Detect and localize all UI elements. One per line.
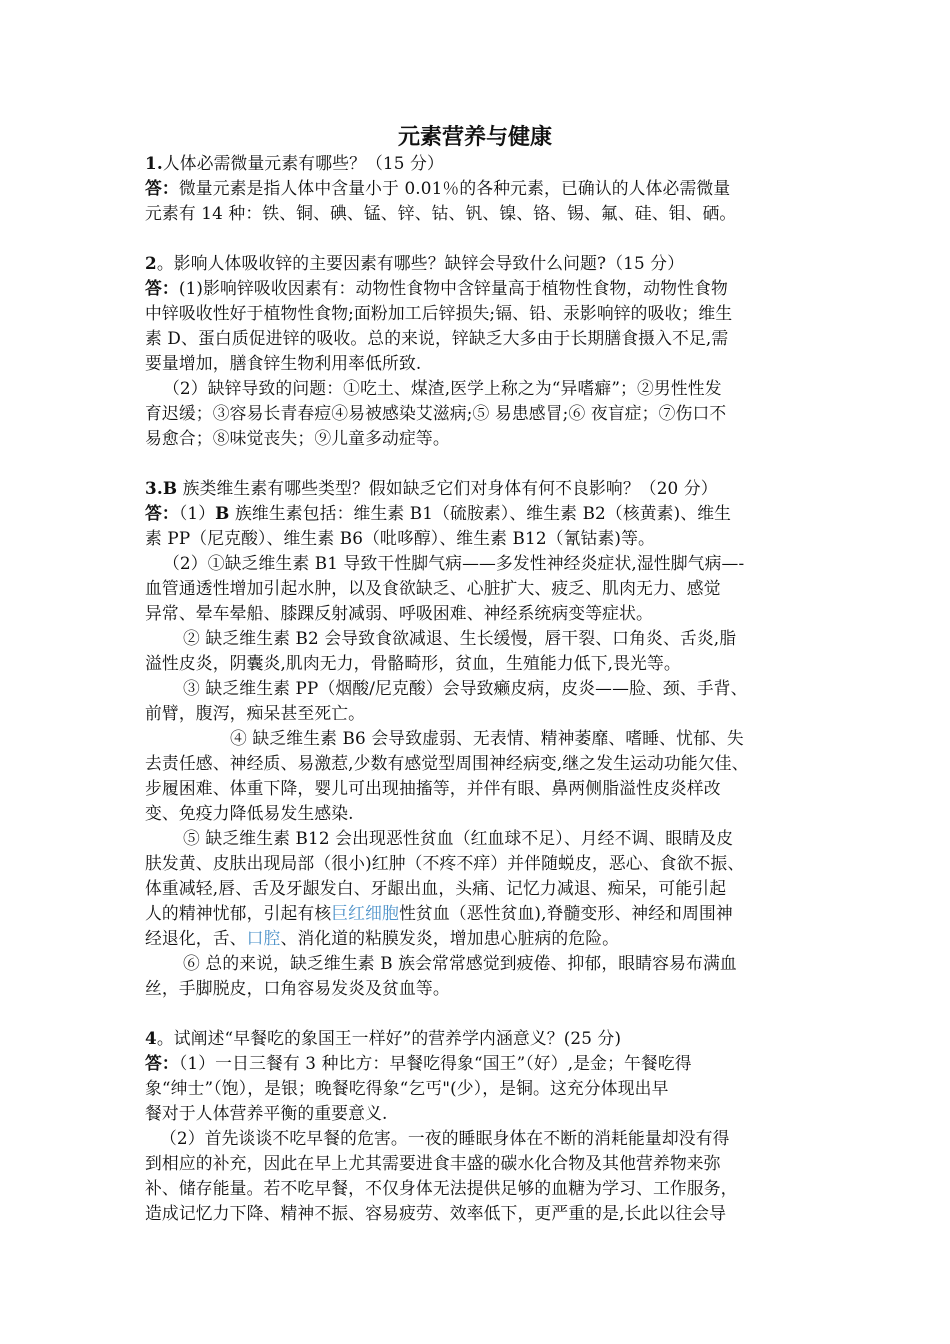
text-line [145,1150,721,1176]
text-line [230,725,744,751]
text-line [145,1175,738,1201]
text-line [145,975,450,1001]
text-segment: (1)影响锌吸收因素有：动物性食物中含锌量高于植物性食物，动物性食物 [178,278,728,298]
text-segment: 血管通透性增加引起水肿，以及食欲缺乏、心脏扩大、疲乏、肌肉无力、感觉 [145,578,721,598]
text-segment: 体重减轻,唇、舌及牙龈发白、牙龈出血，头痛、记忆力减退、痴呆，可能引起 [145,878,727,898]
hyperlink[interactable]: 巨红细胞 [331,903,399,923]
bold-label: 1. [145,153,163,173]
text-line [145,800,354,826]
text-line [145,325,728,351]
text-line [145,475,718,501]
text-segment: 丝，手脚脱皮，口角容易发炎及贫血等。 [145,978,450,998]
text-line [145,575,721,601]
text-segment: 人的精神忧郁，引起有核 [145,903,332,923]
text-segment: 育迟缓；③容易长青春痘④易被感染艾滋病;⑤ 易患感冒;⑥ 夜盲症；⑦伤口不 [145,403,727,423]
text-segment: 微量元素是指人体中含量小于 0.01％的各种元素，已确认的人体必需微量 [178,178,731,198]
text-segment: 变、免疫力降低易发生感染. [145,803,354,823]
text-segment: ② 缺乏维生素 B2 会导致食欲减退、生长缓慢，唇干裂、口角炎、舌炎,脂 [183,628,737,648]
text-line [145,775,721,801]
text-segment: ③ 缺乏维生素 PP（烟酸/尼克酸）会导致癞皮病，皮炎——脸、颈、手背、 [183,678,748,698]
text-line [145,1025,621,1051]
text-segment: （2）首先谈谈不吃早餐的危害。一夜的睡眠身体在不断的消耗能量却没有得 [160,1128,730,1148]
text-line [145,1075,669,1101]
text-segment: 到相应的补充，因此在早上尤其需要进食丰盛的碳水化合物及其他营养物来弥 [145,1153,721,1173]
text-line [163,375,722,401]
text-line [145,850,744,876]
text-line [145,925,619,951]
bold-label: 答： [145,1053,179,1073]
text-segment: 元素有 14 种：铁、铜、碘、锰、锌、钴、钒、镍、铬、锡、氟、硅、钼、硒。 [145,203,737,223]
text-segment: 性贫血（恶性贫血),脊髓变形、神经和周围神 [398,903,733,923]
text-segment: ⑤ 缺乏维生素 B12 会出现恶性贫血（红血球不足）、月经不调、眼睛及皮 [183,828,734,848]
text-line [145,300,732,326]
text-segment: 异常、晕车晕船、膝踝反射减弱、呼吸困难、神经系统病变等症状。 [145,603,653,623]
text-segment: 要量增加，膳食锌生物利用率低所致. [145,353,422,373]
text-segment: 溢性皮炎，阴囊炎,肌肉无力，骨骼畸形，贫血，生殖能力低下,畏光等。 [145,653,681,673]
text-line [145,200,736,226]
text-segment: 中锌吸收性好于植物性食物;面粉加工后锌损失;镉、铅、汞影响锌的吸收；维生 [145,303,733,323]
text-segment: 易愈合；⑧味觉丧失；⑨儿童多动症等。 [145,428,450,448]
text-segment: ⑥ 总的来说，缺乏维生素 B 族会常常感觉到疲倦、抑郁，眼睛容易布满血 [183,953,737,973]
text-line [145,875,726,901]
text-segment: ④ 缺乏维生素 B6 会导致虚弱、无表情、精神萎靡、嗜睡、忧郁、失 [230,728,744,748]
text-line [183,950,737,976]
bold-label: 答： [145,178,179,198]
text-line [145,150,444,176]
text-segment: 步履困难、体重下降，婴儿可出现抽搐等，并伴有眼、鼻两侧脂溢性皮炎样改 [145,778,721,798]
text-segment: （1） [178,503,216,523]
bold-label: 4 [145,1028,157,1048]
text-segment: 人体必需微量元素有哪些？（15 分） [162,153,444,173]
text-line [145,400,726,426]
text-line [163,550,744,576]
text-line [145,1100,388,1126]
document-title: 元素营养与健康 [397,125,552,150]
text-segment: 素 PP（尼克酸）、维生素 B6（吡哆醇）、维生素 B12（氰钴素)等。 [145,528,655,548]
text-segment: 族维生素包括：维生素 B1（硫胺素）、维生素 B2（核黄素)、维生 [229,503,732,523]
bold-label: 2 [145,253,157,273]
text-segment: 前臂，腹泻，痴呆甚至死亡。 [145,703,366,723]
text-line [145,650,681,676]
text-line [145,350,421,376]
text-line [145,250,684,276]
text-segment: 肤发黄、皮肤出现局部（很小)红肿（不疼不痒）并伴随蜕皮，恶心、食欲不振、 [145,853,745,873]
text-segment: （2）缺锌导致的问题：①吃土、煤渣,医学上称之为“异嗜癖”；②男性性发 [163,378,722,398]
text-line [160,1125,730,1151]
text-segment: 补、储存能量。若不吃早餐，不仅身体无法提供足够的血糖为学习、工作服务， [145,1178,738,1198]
text-line [145,600,653,626]
text-line [183,825,733,851]
text-segment: 去责任感、神经质、易激惹,少数有感觉型周围神经病变,继之发生运动功能欠佳、 [145,753,749,773]
text-line [145,900,733,926]
text-line [145,275,728,301]
text-segment: 、消化道的粘膜发炎，增加患心脏病的危险。 [280,928,620,948]
text-line [145,425,450,451]
text-segment: 。影响人体吸收锌的主要因素有哪些？缺锌会导致什么问题?（15 分） [156,253,685,273]
text-segment: （1）一日三餐有 3 种比方：早餐吃得象“国王”（好）,是金；午餐吃得 [178,1053,692,1073]
bold-label: 3.B [145,478,178,498]
text-line [145,750,749,776]
hyperlink[interactable]: 口腔 [246,928,281,948]
text-segment: 象“绅士”（饱），是银；晚餐吃得象“乞丐"(少），是铜。这充分体现出早 [145,1078,669,1098]
text-segment: 素 D、蛋白质促进锌的吸收。总的来说，锌缺乏大多由于长期膳食摄入不足,需 [145,328,729,348]
text-line [145,525,655,551]
bold-label: 答： [145,503,179,523]
text-line [183,675,748,701]
text-segment: 经退化，舌、 [145,928,247,948]
bold-label: B [215,503,230,523]
text-segment: 。试阐述“早餐吃的象国王一样好”的营养学内涵意义？(25 分) [156,1028,622,1048]
text-segment: 餐对于人体营养平衡的重要意义. [145,1103,388,1123]
text-segment: （2）①缺乏维生素 B1 导致干性脚气病——多发性神经炎症状,湿性脚气病—- [163,553,745,573]
text-line [145,500,731,526]
text-line [145,1050,692,1076]
text-line [145,175,730,201]
bold-label: 答： [145,278,179,298]
text-segment: 族类维生素有哪些类型？假如缺乏它们对身体有何不良影响？（20 分） [177,478,718,498]
text-line [183,625,736,651]
text-segment: 造成记忆力下降、精神不振、容易疲劳、效率低下，更严重的是,长此以往会导 [145,1203,727,1223]
text-line [145,700,365,726]
text-line [145,1200,726,1226]
